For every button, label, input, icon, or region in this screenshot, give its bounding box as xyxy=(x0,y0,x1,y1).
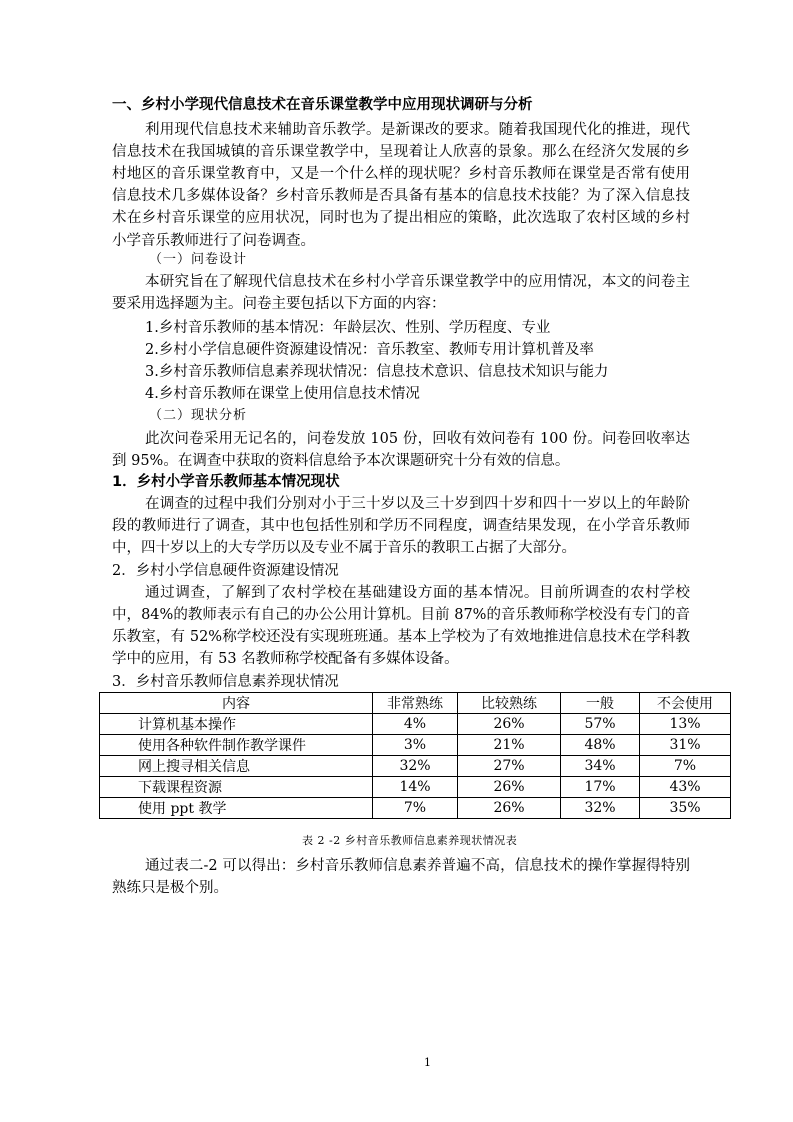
table-cell: 43% xyxy=(640,777,731,798)
table-cell: 使用各种软件制作教学课件 xyxy=(100,735,373,756)
table-cell: 14% xyxy=(373,777,458,798)
section-title-hardware: 2．乡村小学信息硬件资源建设情况 xyxy=(112,563,339,579)
table-cell: 27% xyxy=(458,756,561,777)
table-header-row xyxy=(100,693,731,714)
table-cell: 网上搜寻相关信息 xyxy=(100,756,373,777)
analysis-paragraph: 此次问卷采用无记名的，问卷发放 105 份，回收有效问卷有 100 份。问卷回收率达到 95%。在调查中获取的资料信息给予本次课题研究十分有效的信息。 xyxy=(112,430,690,469)
list-item: 3.乡村音乐教师信息素养现状情况：信息技术意识、信息技术知识与能力 xyxy=(145,364,609,380)
table-cell: 48% xyxy=(561,735,640,756)
page-number: 1 xyxy=(424,1056,431,1069)
subsection-heading-design: （一）问卷设计 xyxy=(149,252,248,267)
table-cell: 26% xyxy=(458,714,561,735)
literacy-table xyxy=(99,692,731,819)
table-cell: 7% xyxy=(640,756,731,777)
table-cell: 7% xyxy=(373,798,458,819)
list-item: 4.乡村音乐教师在课堂上使用信息技术情况 xyxy=(145,386,420,402)
table-cell: 32% xyxy=(373,756,458,777)
table-caption: 表 2 -2 乡村音乐教师信息素养现状情况表 xyxy=(302,834,518,847)
table-header-cell: 不会使用 xyxy=(640,693,731,714)
table-cell: 57% xyxy=(561,714,640,735)
table-row xyxy=(100,756,731,777)
table-header-cell: 非常熟练 xyxy=(373,693,458,714)
table-cell: 13% xyxy=(640,714,731,735)
table-cell: 31% xyxy=(640,735,731,756)
table-cell: 21% xyxy=(458,735,561,756)
table-row xyxy=(100,735,731,756)
list-item: 2.乡村小学信息硬件资源建设情况：音乐教室、教师专用计算机普及率 xyxy=(145,342,594,358)
table-header-cell: 一般 xyxy=(561,693,640,714)
basic-paragraph: 在调查的过程中我们分别对小于三十岁以及三十岁到四十岁和四十一岁以上的年龄阶段的教师进行了调查，其中也包括性别和学历不同程度，调查结果发现，在小学音乐教师中，四十岁以上的大专学历以及专业不属于音乐的教职工占据了大部分。 xyxy=(112,495,690,556)
table-cell: 17% xyxy=(561,777,640,798)
list-item: 1.乡村音乐教师的基本情况：年龄层次、性别、学历程度、专业 xyxy=(145,320,551,336)
table-row xyxy=(100,777,731,798)
table-cell: 使用 ppt 教学 xyxy=(100,798,373,819)
table-header-cell: 内容 xyxy=(100,693,373,714)
table-cell: 32% xyxy=(561,798,640,819)
table-cell: 26% xyxy=(458,777,561,798)
intro-paragraph: 利用现代信息技术来辅助音乐教学。是新课改的要求。随着我国现代化的推进，现代信息技术在我国城镇的音乐课堂教学中，呈现着让人欣喜的景象。那么在经济欠发展的乡村地区的音乐课堂教育中，又是一个什么样的现状呢？乡村音乐教师在课堂是否常有使用信息技术几多媒体设备？乡村音乐教师是否具备有基本的信息技术技能？为了深入信息技术在乡村音乐课堂的应用状况，同时也为了提出相应的策略，此次选取了农村区域的乡村小学音乐教师进行了问卷调查。 xyxy=(112,121,690,249)
section-title-literacy: 3．乡村音乐教师信息素养现状情况 xyxy=(112,674,339,690)
table-cell: 35% xyxy=(640,798,731,819)
hardware-paragraph: 通过调查，了解到了农村学校在基础建设方面的基本情况。目前所调查的农村学校中，84%的教师表示有自己的办公公用计算机。目前 87%的音乐教师称学校没有专门的音乐教室，有 52%称学校还没有实现班班通。基本上学校为了有效地推进信息技术在学科教学中的应用，有 53 名教师称学校配备有多媒体设备。 xyxy=(112,584,690,668)
table-cell: 4% xyxy=(373,714,458,735)
table-row xyxy=(100,798,731,819)
conclusion-paragraph: 通过表二-2 可以得出：乡村音乐教师信息素养普遍不高，信息技术的操作掌握得特别熟练只是极个别。 xyxy=(112,857,690,896)
table-cell: 计算机基本操作 xyxy=(100,714,373,735)
table-cell: 3% xyxy=(373,735,458,756)
table-header-cell: 比较熟练 xyxy=(458,693,561,714)
section-title-basic: 1．乡村小学音乐教师基本情况现状 xyxy=(112,474,340,490)
table-cell: 26% xyxy=(458,798,561,819)
table-cell: 下载课程资源 xyxy=(100,777,373,798)
table-cell: 34% xyxy=(561,756,640,777)
section-heading: 一、乡村小学现代信息技术在音乐课堂教学中应用现状调研与分析 xyxy=(112,97,533,113)
table-row xyxy=(100,714,731,735)
subsection-heading-analysis: （二）现状分析 xyxy=(149,408,248,423)
design-paragraph: 本研究旨在了解现代信息技术在乡村小学音乐课堂教学中的应用情况，本文的问卷主要采用选择题为主。问卷主要包括以下方面的内容： xyxy=(112,273,690,312)
